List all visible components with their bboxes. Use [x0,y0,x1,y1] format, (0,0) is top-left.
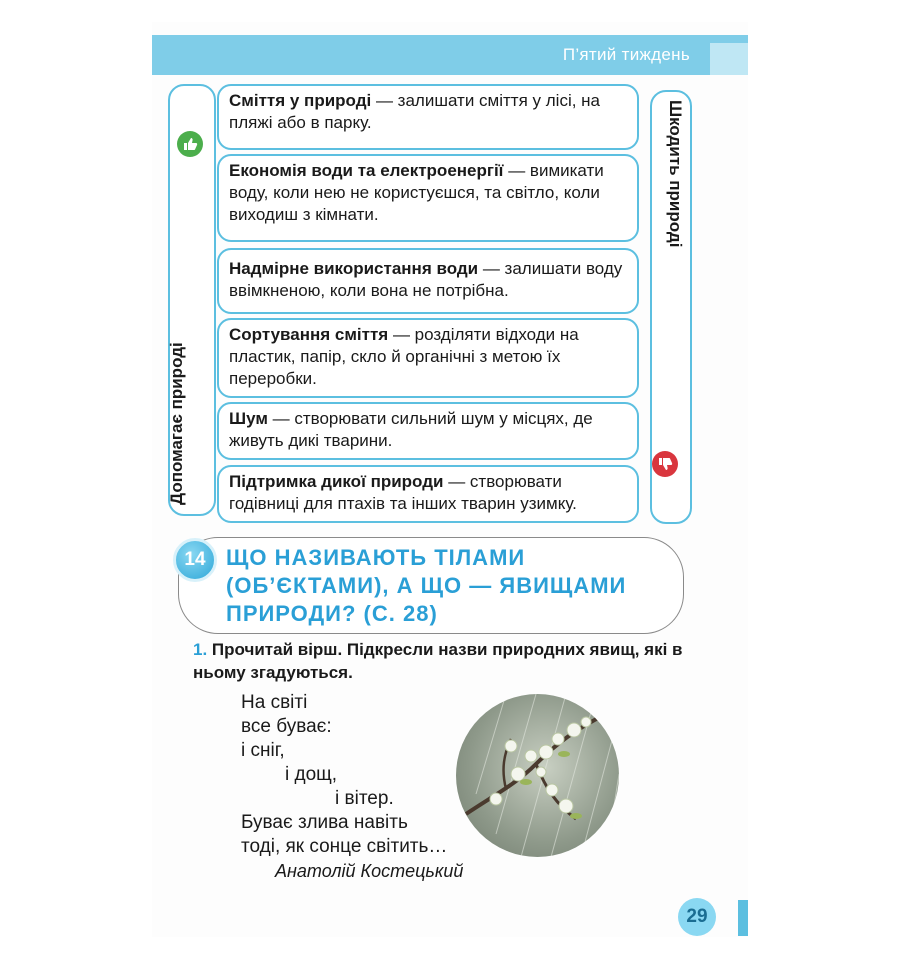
poem-line: і дощ, [285,764,338,785]
card-term: Сортування сміття [229,325,389,344]
helps-nature-label: Допомагає природі [167,342,186,505]
card-text: — залишати воду ввімкненою, коли вона не потрібна. [229,259,623,300]
thumbs-up-icon [177,131,203,157]
card-text: — створювати годівниці для птахів та інших тварин узимку. [229,472,577,513]
poem-line: тоді, як сонце світить… [241,836,448,857]
card-term: Надмірне використання води [229,259,479,278]
topic-number-badge: 14 [173,538,217,582]
card-sorting-waste [217,318,639,398]
card-text: — розділяти відходи на пластик, папір, скло й органічні з метою їх переробки. [229,325,579,388]
poem [241,691,463,883]
card-term: Економія води та електроенергії [229,161,504,180]
card-text: — створювати сильний шум у місцях, де живуть дикі тварини. [229,409,593,450]
card-noise [217,402,639,460]
card-term: Підтримка дикої природи [229,472,444,491]
page-number: 29 [678,898,716,936]
harms-nature-label: Шкодить природі [666,100,685,248]
card-term: Шум [229,409,268,428]
page-edge-tab [738,900,748,936]
card-wildlife-support [217,465,639,523]
header-edge-tab [710,43,748,75]
card-text: — залишати сміття у лісі, на пляжі або в парку. [229,91,601,132]
card-saving-water-energy [217,154,639,242]
poem-line: На світі [241,692,308,713]
task-number: 1. [193,640,208,659]
poem-line: і сніг, [241,740,285,761]
card-water-overuse [217,248,639,314]
task-text: Прочитай вірш. Підкресли назви природних явищ, які в ньому згадуються. [193,640,683,682]
blossoming-branch-photo [456,694,619,857]
thumbs-down-icon [652,451,678,477]
poem-author: Анатолій Костецький [275,861,464,881]
poem-line: і вітер. [335,788,394,809]
card-litter [217,84,639,150]
task-instruction [193,638,683,684]
topic-title: ЩО НАЗИВАЮТЬ ТІЛАМИ (ОБ’ЄКТАМИ), А ЩО — ЯВИЩАМИ ПРИРОДИ? (С. 28) [226,545,627,626]
week-label: П’ятий тиждень [562,45,690,64]
card-text: — вимикати воду, коли нею не користуєшся, та світло, коли виходиш з кімнати. [229,161,604,224]
card-term: Сміття у природі [229,91,372,110]
poem-line: Буває злива навіть [241,812,408,833]
poem-line: все буває: [241,716,332,737]
week-header-bar [152,35,748,75]
